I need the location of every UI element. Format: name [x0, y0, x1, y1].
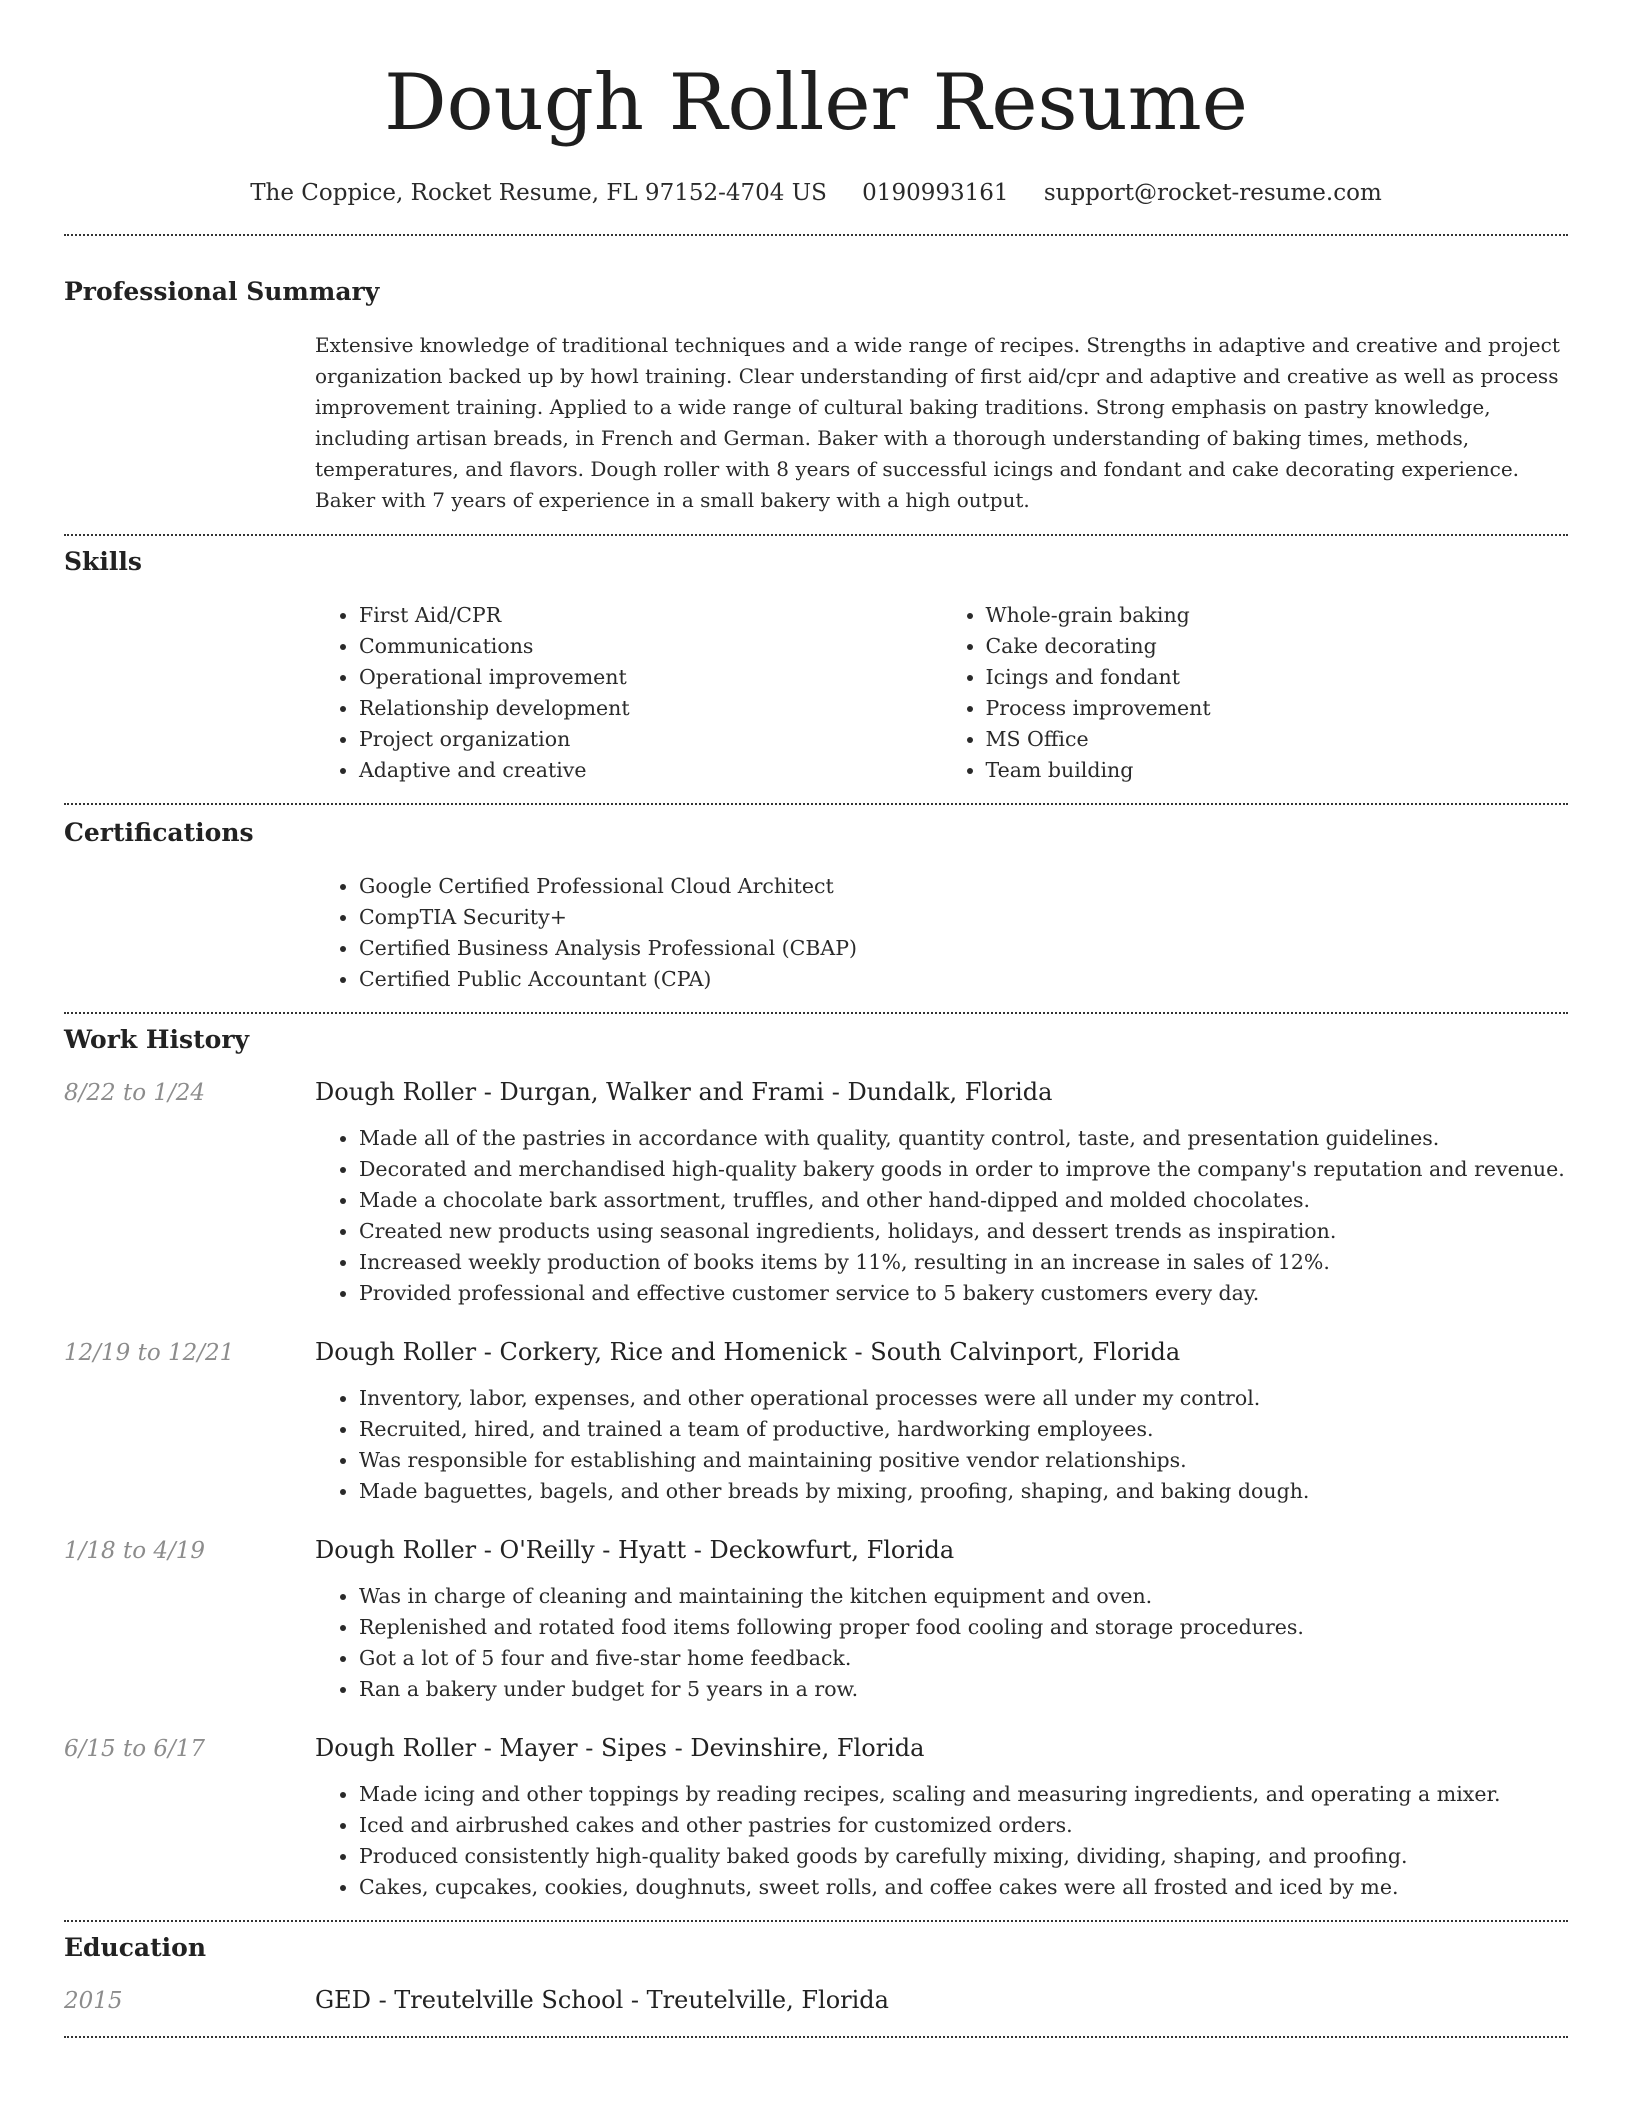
skill-item: • MS Office	[986, 724, 1569, 755]
skills-list-left	[315, 600, 942, 786]
job-bullet: • Produced consistently high-quality baked goods by carefully mixing, dividing, shaping, and proofing.	[359, 1841, 1568, 1872]
certification-item: • CompTIA Security+	[359, 902, 1568, 933]
skill-item: • Process improvement	[986, 693, 1569, 724]
skill-item: • Relationship development	[359, 693, 942, 724]
skill-item: • Operational improvement	[359, 662, 942, 693]
education-section	[64, 1932, 1568, 2018]
work-jobs	[64, 1075, 1568, 1903]
education-title: GED - Treutelville School - Treutelville, Florida	[315, 1986, 889, 2014]
job-title: Dough Roller - Mayer - Sipes - Devinshire, Florida	[315, 1734, 925, 1762]
job-bullet: • Recruited, hired, and trained a team of productive, hardworking employees.	[359, 1414, 1568, 1445]
certification-item: • Certified Business Analysis Professional (CBAP)	[359, 933, 1568, 964]
job-bullet: • Was in charge of cleaning and maintaining the kitchen equipment and oven.	[359, 1581, 1568, 1612]
divider	[64, 803, 1568, 805]
job-bullets	[315, 1383, 1568, 1507]
job-entry	[64, 1731, 1568, 1903]
job-header	[64, 1075, 1568, 1110]
job-bullet: • Inventory, labor, expenses, and other operational processes were all under my control.	[359, 1383, 1568, 1414]
job-dates: 8/22 to 1/24	[64, 1080, 206, 1106]
job-bullet: • Decorated and merchandised high-quality bakery goods in order to improve the company's reputation and revenue.	[359, 1154, 1568, 1185]
job-bullet: • Provided professional and effective customer service to 5 bakery customers every day.	[359, 1278, 1568, 1309]
certification-item: • Google Certified Professional Cloud Architect	[359, 871, 1568, 902]
skills-heading: Skills	[64, 547, 142, 576]
certifications-list	[315, 871, 1568, 995]
job-title: Dough Roller - Corkery, Rice and Homenick - South Calvinport, Florida	[315, 1338, 1181, 1366]
job-bullet: • Cakes, cupcakes, cookies, doughnuts, sweet rolls, and coffee cakes were all frosted and iced by me.	[359, 1872, 1568, 1903]
skill-item: • Whole-grain baking	[986, 600, 1569, 631]
skill-item: • First Aid/CPR	[359, 600, 942, 631]
job-header	[64, 1335, 1568, 1370]
job-header	[64, 1731, 1568, 1766]
education-heading: Education	[64, 1933, 207, 1962]
contact-phone: 0190993161	[862, 180, 1009, 206]
job-entry	[64, 1335, 1568, 1507]
job-bullet: • Increased weekly production of books items by 11%, resulting in an increase in sales of 12%.	[359, 1247, 1568, 1278]
skill-item: • Cake decorating	[986, 631, 1569, 662]
summary-heading: Professional Summary	[64, 277, 380, 306]
skill-item: • Icings and fondant	[986, 662, 1569, 693]
skill-item: • Adaptive and creative	[359, 755, 942, 786]
education-year: 2015	[64, 1988, 123, 2014]
job-bullet: • Made baguettes, bagels, and other breads by mixing, proofing, shaping, and baking dough.	[359, 1476, 1568, 1507]
summary-section	[64, 276, 1568, 516]
summary-text: Extensive knowledge of traditional techniques and a wide range of recipes. Strengths in adaptive and creative and project organization backed up by howl training. Clear understanding of first aid/cpr and adaptive and creative as well as process improvement training. Applied to a wide range of cultural baking traditions. Strong emphasis on pastry knowledge, including artisan breads, in French and German. Baker with a thorough understanding of baking times, methods, temperatures, and flavors. Dough roller with 8 years of successful icings and fondant and cake decorating experience. Baker with 7 years of experience in a small bakery with a high output.	[315, 333, 1560, 512]
job-bullet: • Replenished and rotated food items following proper food cooling and storage procedures.	[359, 1612, 1568, 1643]
job-dates: 6/15 to 6/17	[64, 1736, 206, 1762]
job-bullet: • Made all of the pastries in accordance with quality, quantity control, taste, and presentation guidelines.	[359, 1123, 1568, 1154]
job-bullets	[315, 1581, 1568, 1705]
job-bullet: • Made icing and other toppings by reading recipes, scaling and measuring ingredients, and operating a mixer.	[359, 1779, 1568, 1810]
resume-title: Dough Roller Resume	[384, 58, 1248, 148]
work-section	[64, 1024, 1568, 1903]
contact-line	[64, 178, 1568, 208]
education-entry	[64, 1983, 1568, 2018]
job-bullet: • Ran a bakery under budget for 5 years in a row.	[359, 1674, 1568, 1705]
job-bullets	[315, 1123, 1568, 1309]
certification-item: • Certified Public Accountant (CPA)	[359, 964, 1568, 995]
certifications-section	[64, 817, 1568, 995]
certifications-heading: Certifications	[64, 818, 254, 847]
job-bullet: • Made a chocolate bark assortment, truffles, and other hand-dipped and molded chocolates.	[359, 1185, 1568, 1216]
job-title: Dough Roller - Durgan, Walker and Frami - Dundalk, Florida	[315, 1078, 1053, 1106]
work-heading: Work History	[64, 1025, 250, 1054]
job-bullet: • Got a lot of 5 four and five-star home feedback.	[359, 1643, 1568, 1674]
job-bullets	[315, 1779, 1568, 1903]
skills-list-right	[942, 600, 1569, 786]
job-bullet: • Was responsible for establishing and maintaining positive vendor relationships.	[359, 1445, 1568, 1476]
job-bullet: • Iced and airbrushed cakes and other pastries for customized orders.	[359, 1810, 1568, 1841]
skill-item: • Team building	[986, 755, 1569, 786]
contact-email: support@rocket-resume.com	[1043, 180, 1382, 206]
divider	[64, 2036, 1568, 2038]
job-bullet: • Created new products using seasonal ingredients, holidays, and dessert trends as inspiration.	[359, 1216, 1568, 1247]
contact-address: The Coppice, Rocket Resume, FL 97152-4704 US	[250, 180, 827, 206]
job-title: Dough Roller - O'Reilly - Hyatt - Deckowfurt, Florida	[315, 1536, 955, 1564]
divider	[64, 1012, 1568, 1014]
job-entry	[64, 1533, 1568, 1705]
job-header	[64, 1533, 1568, 1568]
education-items	[64, 1983, 1568, 2018]
skill-item: • Communications	[359, 631, 942, 662]
job-entry	[64, 1075, 1568, 1309]
skills-section	[64, 546, 1568, 786]
divider	[64, 534, 1568, 536]
job-dates: 1/18 to 4/19	[64, 1538, 206, 1564]
job-dates: 12/19 to 12/21	[64, 1340, 235, 1366]
skill-item: • Project organization	[359, 724, 942, 755]
divider	[64, 1920, 1568, 1922]
divider	[64, 234, 1568, 236]
